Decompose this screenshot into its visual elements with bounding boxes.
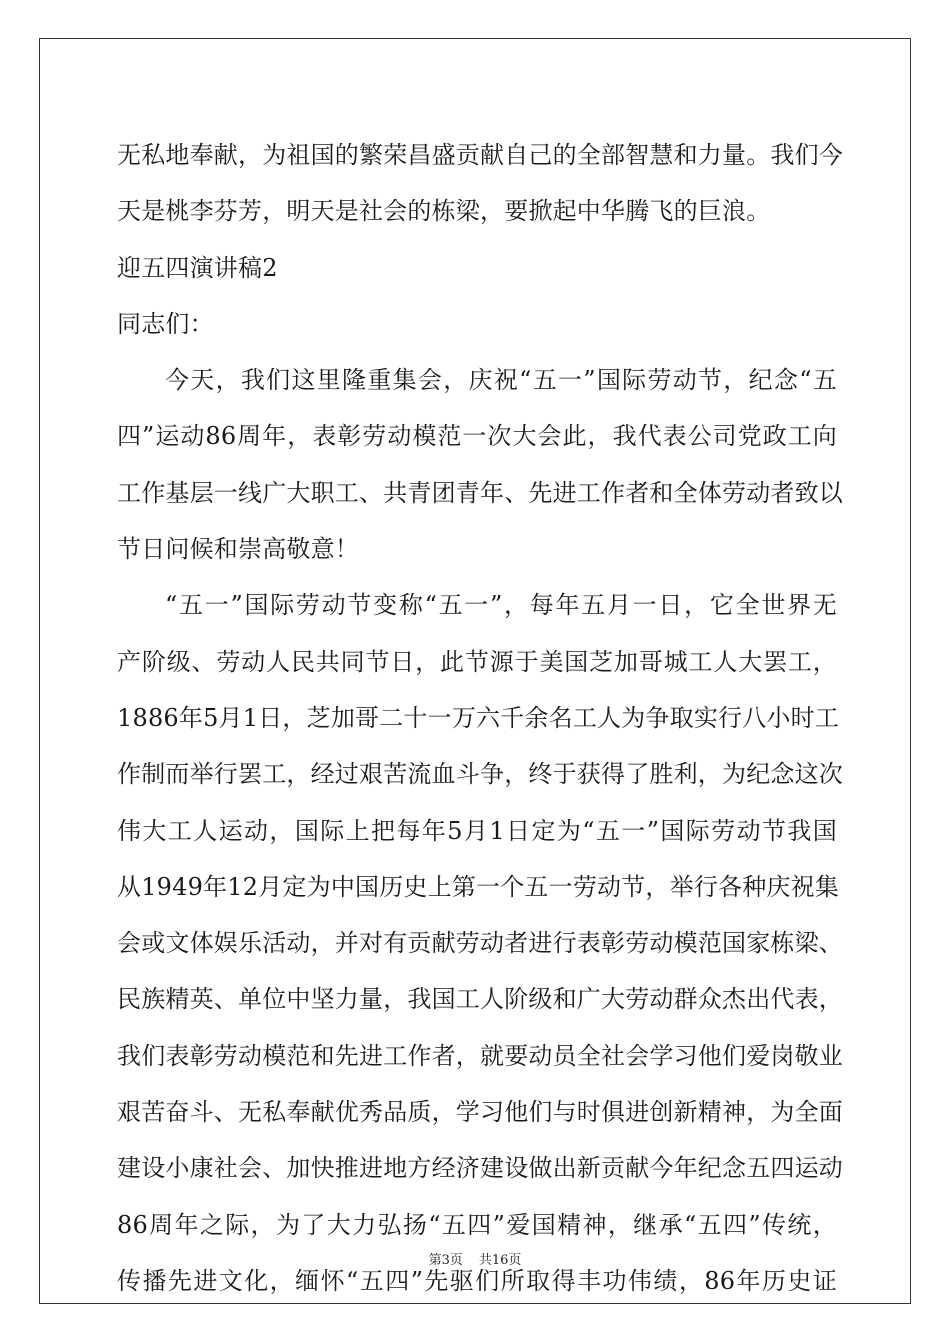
page-footer	[0, 1249, 950, 1268]
page-number-current: 第3页	[428, 1253, 463, 1268]
text-line: 86周年之际，为了大力弘扬“五四”爱国精神，继承“五四”传统，	[117, 1210, 837, 1239]
text-line: 我们表彰劳动模范和先进工作者，就要动员全社会学习他们爱岗敬业	[117, 1041, 843, 1070]
text-line: 产阶级、劳动人民共同节日，此节源于美国芝加哥城工人大罢工，	[117, 647, 837, 676]
text-line: 会或文体娱乐活动，并对有贡献劳动者进行表彰劳动模范国家栋梁、	[117, 929, 843, 958]
text-line: 工作基层一线广大职工、共青团青年、先进工作者和全体劳动者致以	[117, 478, 843, 507]
text-line: 民族精英、单位中坚力量，我国工人阶级和广大劳动群众杰出代表，	[117, 985, 843, 1014]
text-line: 艰苦奋斗、无私奉献优秀品质，学习他们与时俱进创新精神，为全面	[117, 1098, 843, 1127]
salutation: 同志们：	[117, 309, 214, 338]
text-line: 伟大工人运动，国际上把每年5月1日定为“五一”国际劳动节我国	[117, 816, 837, 845]
text-line: 节日问候和崇高敬意！	[117, 535, 359, 564]
text-line: 作制而举行罢工，经过艰苦流血斗争，终于获得了胜利，为纪念这次	[117, 760, 843, 789]
paragraph-start-line: “五一”国际劳动节变称“五一”，每年五月一日，它全世界无	[165, 591, 837, 620]
text-line: 从1949年12月定为中国历史上第一个五一劳动节，举行各种庆祝集	[117, 872, 840, 901]
text-line: 天是桃李芬芳，明天是社会的栋梁，要掀起中华腾飞的巨浪。	[117, 197, 771, 226]
text-line: 四”运动86周年，表彰劳动模范一次大会此，我代表公司党政工向	[117, 422, 837, 451]
text-line: 传播先进文化，缅怀“五四”先驱们所取得丰功伟绩，86年历史证	[117, 1266, 837, 1295]
text-line: 建设小康社会、加快推进地方经济建设做出新贡献今年纪念五四运动	[117, 1154, 843, 1183]
document-body	[117, 127, 843, 1309]
text-line: 1886年5月1日，芝加哥二十一万六千余名工人为争取实行八小时工	[117, 703, 840, 732]
paragraph-start-line: 今天，我们这里隆重集会，庆祝“五一”国际劳动节，纪念“五	[165, 366, 837, 395]
text-line: 无私地奉献，为祖国的繁荣昌盛贡献自己的全部智慧和力量。我们今	[117, 141, 843, 169]
page-number-total: 共16页	[478, 1253, 522, 1268]
section-heading: 迎五四演讲稿2	[117, 253, 278, 282]
